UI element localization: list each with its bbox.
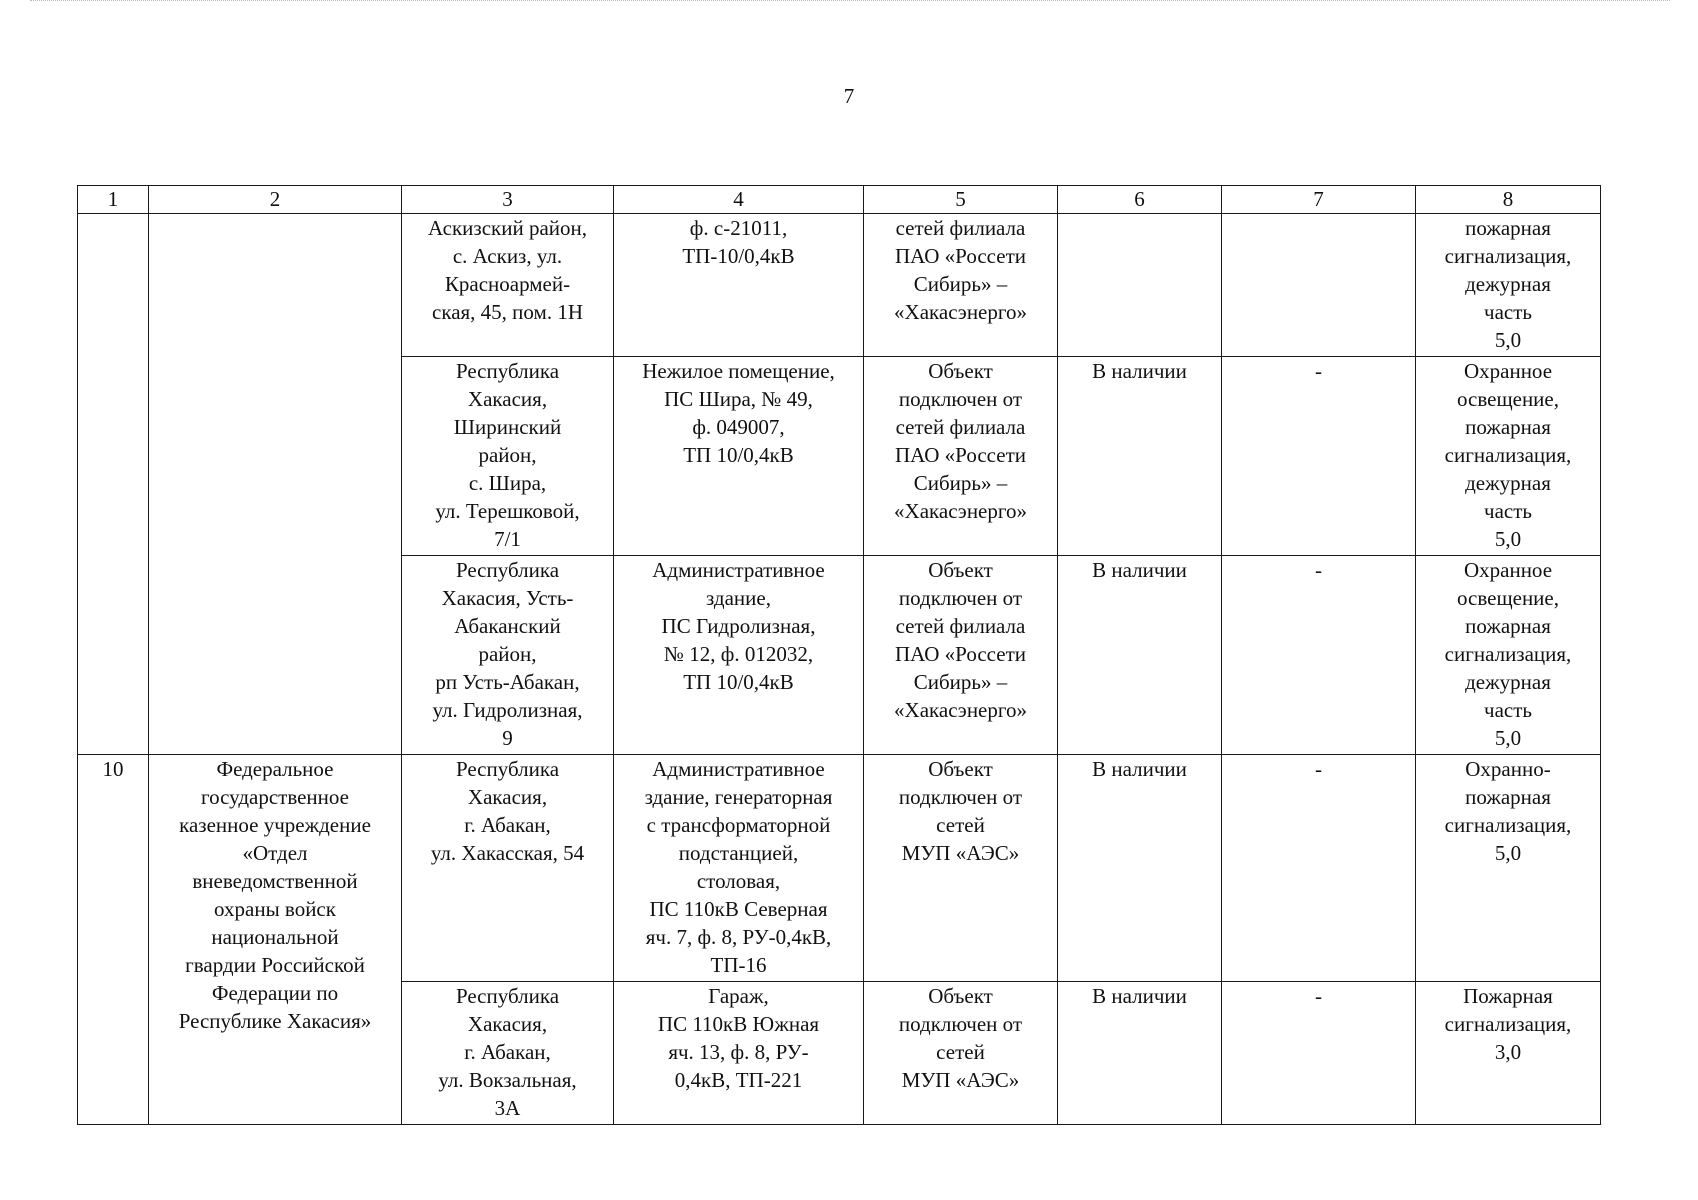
connection-cell: Объект подключен от сетей МУП «АЭС» [864,982,1058,1125]
column-7-cell: - [1222,556,1416,755]
table-row [78,755,1601,982]
connection-cell: сетей филиала ПАО «Россети Сибирь» – «Хакасэнерго» [864,214,1058,357]
scan-artifact-top [30,0,1670,7]
organization-cell [149,214,402,755]
connection-cell: Объект подключен от сетей филиала ПАО «Россети Сибирь» – «Хакасэнерго» [864,357,1058,556]
header-cell: 2 [149,186,402,214]
organization-cell: Федеральное государственное казенное учреждение «Отдел вневедомственной охраны войск национальной гвардии Российской Федерации по Республике Хакасия» [149,755,402,1125]
load-cell: Охранное освещение, пожарная сигнализация, дежурная часть 5,0 [1416,556,1601,755]
column-7-cell: - [1222,982,1416,1125]
scan-artifact-corner [52,1136,182,1170]
object-cell: ф. с-21011, ТП-10/0,4кВ [614,214,864,357]
header-cell: 3 [402,186,614,214]
availability-cell: В наличии [1058,556,1222,755]
address-cell: Аскизский район, с. Аскиз, ул. Красноармей- ская, 45, пом. 1Н [402,214,614,357]
data-table [77,185,1601,1125]
table-header-row [78,186,1601,214]
object-cell: Административное здание, ПС Гидролизная, № 12, ф. 012032, ТП 10/0,4кВ [614,556,864,755]
connection-cell: Объект подключен от сетей филиала ПАО «Россети Сибирь» – «Хакасэнерго» [864,556,1058,755]
availability-cell: В наличии [1058,982,1222,1125]
load-cell: Охранно- пожарная сигнализация, 5,0 [1416,755,1601,982]
object-cell: Нежилое помещение, ПС Шира, № 49, ф. 049007, ТП 10/0,4кВ [614,357,864,556]
header-cell: 7 [1222,186,1416,214]
header-cell: 5 [864,186,1058,214]
row-number-cell: 10 [78,755,149,1125]
availability-cell: В наличии [1058,357,1222,556]
load-cell: пожарная сигнализация, дежурная часть 5,0 [1416,214,1601,357]
column-7-cell [1222,214,1416,357]
availability-cell [1058,214,1222,357]
availability-cell: В наличии [1058,755,1222,982]
page-number: 7 [843,84,855,108]
header-cell: 1 [78,186,149,214]
object-cell: Административное здание, генераторная с трансформаторной подстанцией, столовая, ПС 110кВ Северная яч. 7, ф. 8, РУ-0,4кВ, ТП-16 [614,755,864,982]
header-cell: 6 [1058,186,1222,214]
connection-cell: Объект подключен от сетей МУП «АЭС» [864,755,1058,982]
table-row [78,214,1601,357]
address-cell: Республика Хакасия, Усть- Абаканский район, рп Усть-Абакан, ул. Гидролизная, 9 [402,556,614,755]
address-cell: Республика Хакасия, Ширинский район, с. Шира, ул. Терешковой, 7/1 [402,357,614,556]
load-cell: Пожарная сигнализация, 3,0 [1416,982,1601,1125]
column-7-cell: - [1222,357,1416,556]
row-number-cell [78,214,149,755]
column-7-cell: - [1222,755,1416,982]
object-cell: Гараж, ПС 110кВ Южная яч. 13, ф. 8, РУ- 0,4кВ, ТП-221 [614,982,864,1125]
header-cell: 4 [614,186,864,214]
address-cell: Республика Хакасия, г. Абакан, ул. Вокзальная, 3А [402,982,614,1125]
load-cell: Охранное освещение, пожарная сигнализация, дежурная часть 5,0 [1416,357,1601,556]
header-cell: 8 [1416,186,1601,214]
address-cell: Республика Хакасия, г. Абакан, ул. Хакасская, 54 [402,755,614,982]
